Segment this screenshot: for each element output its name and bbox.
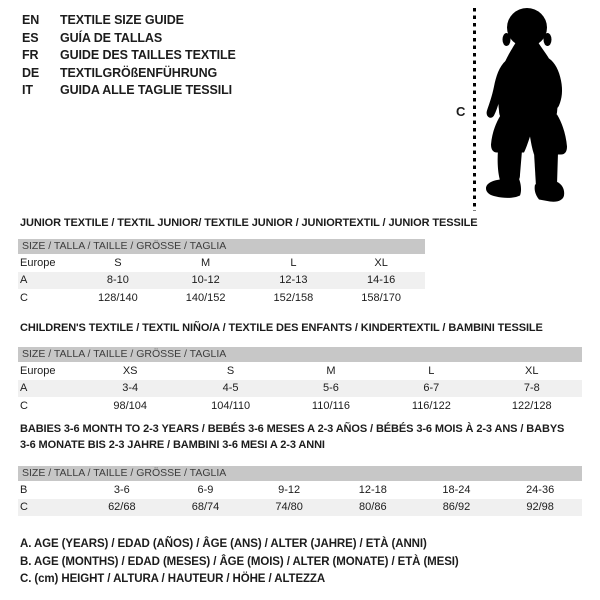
size-value-cell: 152/158 [273, 291, 314, 304]
height-measure-dashed-line [473, 8, 476, 211]
section-title-children: CHILDREN'S TEXTILE / TEXTIL NIÑO/A / TEXTILE DES ENFANTS / KINDERTEXTIL / BAMBINI TESSILE [20, 322, 543, 334]
size-letter-cell: XL [525, 364, 539, 377]
children-size-table [18, 362, 582, 415]
measure-row-label: C [20, 501, 28, 514]
size-header-bar: SIZE / TALLA / TAILLE / GRÖSSE / TAGLIA [18, 239, 425, 254]
size-value-cell: 14-16 [367, 274, 396, 287]
size-letter-cell: S [114, 256, 122, 269]
size-letter-cell: M [326, 364, 336, 377]
size-value-cell: 5-6 [323, 382, 339, 395]
size-value-cell: 3-4 [122, 382, 139, 395]
size-letter-cell: XL [374, 256, 388, 269]
baby-silhouette-icon [485, 6, 595, 207]
region-label: Europe [20, 364, 56, 377]
lang-code: FR [22, 48, 39, 63]
measure-row-label: A [20, 382, 28, 395]
height-measure-label-c: C [456, 104, 466, 119]
footnotes [20, 536, 459, 589]
junior-size-table [18, 254, 425, 307]
section-title-junior: JUNIOR TEXTILE / TEXTIL JUNIOR/ TEXTILE JUNIOR / JUNIORTEXTIL / JUNIOR TESSILE [20, 217, 478, 229]
size-letter-cell: M [201, 256, 211, 269]
size-value-cell: 86/92 [442, 501, 471, 514]
size-letter-cell: L [290, 256, 297, 269]
junior-size-table-wrap [18, 239, 425, 307]
measure-row-label: C [20, 399, 28, 412]
size-letter-cell: S [226, 364, 235, 377]
measure-row [18, 272, 425, 290]
size-value-cell: 140/152 [185, 291, 226, 304]
measure-row [18, 289, 425, 307]
size-letter-cell: L [428, 364, 435, 377]
lang-label: GUIDA ALLE TAGLIE TESSILI [60, 83, 233, 98]
language-list [22, 12, 236, 100]
size-header-bar: SIZE / TALLA / TAILLE / GRÖSSE / TAGLIA [18, 466, 582, 481]
size-value-cell: 12-18 [358, 483, 387, 496]
lang-row-es [22, 30, 236, 48]
lang-code: DE [22, 65, 40, 80]
size-value-cell: 98/104 [113, 399, 148, 412]
size-value-cell: 128/140 [97, 291, 138, 304]
size-value-cell: 80/86 [359, 501, 387, 514]
footnote-c: C. (cm) HEIGHT / ALTURA / HAUTEUR / HÖHE / ALTEZZA [20, 573, 326, 586]
children-size-table-wrap [18, 347, 582, 415]
lang-label: GUÍA DE TALLAS [60, 30, 163, 45]
measure-row-label: B [20, 483, 28, 496]
babies-size-table [18, 481, 582, 516]
size-value-cell: 92/98 [526, 501, 554, 514]
size-value-cell: 158/170 [361, 291, 401, 304]
size-value-cell: 3-6 [113, 483, 130, 496]
lang-label: GUIDE DES TAILLES TEXTILE [60, 48, 236, 63]
size-value-cell: 116/122 [411, 399, 451, 412]
lang-code: EN [22, 13, 40, 27]
size-value-cell: 62/68 [108, 501, 136, 514]
lang-label: TEXTILGRÖßENFÜHRUNG [60, 65, 218, 80]
region-label: Europe [20, 256, 56, 269]
lang-code: IT [22, 83, 33, 98]
size-value-cell: 122/128 [511, 399, 552, 412]
size-label-row [18, 362, 582, 380]
measure-row [18, 499, 582, 517]
measure-row-label: A [20, 274, 28, 287]
size-value-cell: 8-10 [106, 274, 129, 287]
lang-row-de [22, 65, 236, 83]
size-value-cell: 68/74 [191, 501, 220, 514]
footnote-b: B. AGE (MONTHS) / EDAD (MESES) / ÂGE (MOIS) / ALTER (MONATE) / ETÀ (MESI) [20, 555, 459, 568]
measure-row [18, 397, 582, 415]
size-value-cell: 24-36 [526, 483, 555, 496]
measure-row [18, 481, 582, 499]
size-value-cell: 110/116 [311, 399, 351, 412]
lang-row-fr [22, 47, 236, 65]
measure-row-label: C [20, 291, 28, 304]
size-value-cell: 12-13 [279, 274, 308, 287]
size-header-bar: SIZE / TALLA / TAILLE / GRÖSSE / TAGLIA [18, 347, 582, 362]
size-value-cell: 18-24 [442, 483, 471, 496]
section-title-babies: BABIES 3-6 MONTH TO 2-3 YEARS / BEBÉS 3-6 MESES A 2-3 AÑOS / BÉBÉS 3-6 MOIS À 2-3 ANS / BABYS 3-6 MONATE BIS 2-3 JAHRE / BAMBINI 3-6 MESI A 2-3 ANNI [20, 423, 565, 451]
size-letter-cell: XS [122, 364, 138, 377]
size-value-cell: 4-5 [222, 382, 239, 395]
size-value-cell: 9-12 [278, 483, 301, 496]
size-value-cell: 6-9 [197, 483, 214, 496]
size-value-cell: 7-8 [523, 382, 540, 395]
babies-size-table-wrap [18, 466, 582, 516]
measure-row [18, 380, 582, 398]
footnote-a: A. AGE (YEARS) / EDAD (AÑOS) / ÂGE (ANS) / ALTER (JAHRE) / ETÀ (ANNI) [20, 538, 427, 550]
lang-label: TEXTILE SIZE GUIDE [60, 13, 184, 27]
size-value-cell: 10-12 [191, 274, 220, 287]
size-value-cell: 104/110 [211, 399, 251, 412]
size-value-cell: 74/80 [275, 501, 303, 514]
lang-row-it [22, 82, 236, 100]
lang-row-en [22, 12, 236, 30]
size-value-cell: 6-7 [423, 382, 440, 395]
size-label-row [18, 254, 425, 272]
lang-code: ES [22, 30, 39, 45]
